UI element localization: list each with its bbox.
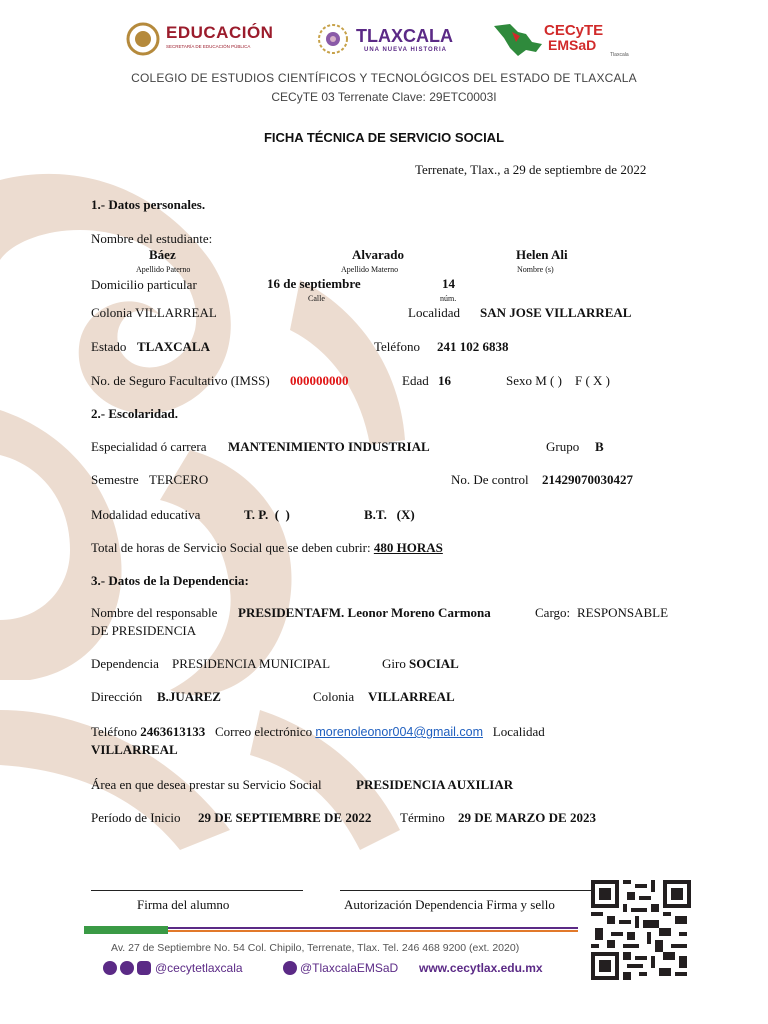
termino-value: 29 DE MARZO DE 2023: [458, 810, 596, 825]
apellido-materno-caption: Apellido Materno: [341, 265, 399, 274]
apellido-materno-value: Alvarado: [352, 247, 404, 262]
especialidad-value: MANTENIMIENTO INDUSTRIAL: [228, 439, 430, 454]
footer-address: Av. 27 de Septiembre No. 54 Col. Chipilo, Terrenate, Tlax. Tel. 246 468 9200 (ext. 2020): [111, 942, 520, 954]
social-handle-emsad[interactable]: @TlaxcalaEMSaD: [300, 961, 399, 975]
dep-colonia-value: VILLARREAL: [368, 689, 455, 704]
instagram-icon[interactable]: [137, 961, 151, 975]
logo-educacion: [126, 22, 296, 56]
dep-colonia-label: Colonia: [313, 689, 355, 704]
watermark-emblem: [0, 150, 410, 870]
responsable-value: PRESIDENTAFM. Leonor Moreno Carmona: [238, 605, 491, 620]
direccion-label: Dirección: [91, 689, 143, 704]
campus-line: CECyTE 03 Terrenate Clave: 29ETC0003I: [271, 90, 497, 104]
footer-social-row: [103, 960, 573, 978]
num-caption: núm.: [440, 294, 457, 303]
section-heading-school: 2.- Escolaridad.: [91, 406, 179, 421]
dep-telefono-line: [91, 724, 651, 740]
signature-line-alumno: [91, 890, 303, 891]
website-link[interactable]: www.cecytlax.edu.mx: [419, 961, 543, 975]
section-heading-personal: 1.- Datos personales.: [91, 197, 206, 212]
termino-label: Término: [400, 810, 445, 825]
qr-code-icon: [591, 880, 691, 980]
educacion-logo-subtext: SECRETARÍA DE EDUCACIÓN PÚBLICA: [166, 44, 251, 49]
signature-label-dependencia: Autorización Dependencia Firma y sello: [344, 897, 555, 912]
control-label: No. De control: [451, 472, 529, 487]
signature-line-dependencia: [340, 890, 600, 891]
num-value: 14: [442, 276, 455, 291]
nombre-caption: Nombre (s): [517, 265, 554, 274]
apellido-paterno-caption: Apellido Paterno: [136, 265, 191, 274]
localidad-label: Localidad: [408, 305, 460, 320]
tp-option: T. P. ( ): [244, 507, 290, 522]
edad-label: Edad: [402, 373, 429, 388]
nombre-value: Helen Ali: [516, 247, 568, 262]
place-date: Terrenate, Tlax., a 29 de septiembre de 2022: [415, 162, 647, 177]
student-name-label: Nombre del estudiante:: [91, 231, 213, 246]
email-link[interactable]: morenoleonor004@gmail.com: [315, 725, 483, 739]
giro-label: Giro: [382, 656, 406, 671]
footer-color-bar: [84, 926, 578, 934]
dep-localidad-value: VILLARREAL: [91, 742, 178, 757]
semestre-value: TERCERO: [149, 472, 209, 487]
emsad-logo-text: EMSaD: [548, 37, 597, 53]
grupo-value: B: [595, 439, 604, 454]
responsable-label: Nombre del responsable: [91, 605, 218, 620]
dep-telefono-label: Teléfono: [91, 724, 138, 739]
educacion-seal-icon: [126, 22, 160, 56]
logo-cecyte: [492, 20, 632, 62]
horas-value: 480 HORAS: [373, 540, 443, 555]
inicio-label: Período de Inicio: [91, 810, 181, 825]
domicilio-label: Domicilio particular: [91, 277, 197, 292]
horas-field: [91, 540, 443, 556]
estado-label: Estado: [91, 339, 127, 354]
especialidad-label: Especialidad ó carrera: [91, 439, 207, 454]
dep-telefono-value: 2463613133: [140, 724, 206, 739]
tlaxcala-logo-subtext: UNA NUEVA HISTORIA: [364, 47, 448, 53]
institution-name: COLEGIO DE ESTUDIOS CIENTÍFICOS Y TECNOLÓGICOS DEL ESTADO DE TLAXCALA: [131, 71, 637, 85]
area-label: Área en que desea prestar su Servicio Social: [91, 777, 322, 792]
edad-value: 16: [438, 373, 451, 388]
grupo-label: Grupo: [546, 439, 580, 454]
page-title: FICHA TÉCNICA DE SERVICIO SOCIAL: [263, 130, 505, 145]
signature-label-alumno: Firma del alumno: [137, 897, 230, 912]
direccion-value: B.JUAREZ: [157, 689, 221, 704]
horas-label: Total de horas de Servicio Social que se deben cubrir:: [91, 540, 371, 555]
estado-value: TLAXCALA: [137, 339, 210, 354]
dep-localidad-label: Localidad: [492, 724, 545, 739]
imss-value: 000000000: [290, 373, 349, 388]
correo-label: Correo electrónico: [215, 724, 313, 739]
telefono-value: 241 102 6838: [437, 339, 509, 354]
dependencia-value: PRESIDENCIA MUNICIPAL: [172, 656, 331, 671]
section-heading-dependency: 3.- Datos de la Dependencia:: [91, 573, 249, 588]
apellido-paterno-value: Báez: [149, 247, 176, 262]
tlaxcala-flower-icon: [316, 22, 350, 56]
tlaxcala-logo-text: TLAXCALA: [356, 26, 453, 46]
cargo-value-continued: DE PRESIDENCIA: [91, 623, 197, 638]
area-value: PRESIDENCIA AUXILIAR: [356, 777, 514, 792]
bt-option: B.T. (X): [364, 507, 415, 522]
colonia-value: Colonia VILLARREAL: [91, 305, 217, 320]
cecyte-logo-subtext: Tlaxcala: [610, 52, 629, 58]
inicio-value: 29 DE SEPTIEMBRE DE 2022: [198, 810, 372, 825]
cargo-value: RESPONSABLE: [577, 605, 669, 620]
imss-label: No. de Seguro Facultativo (IMSS): [91, 373, 270, 388]
control-value: 21429070030427: [542, 472, 633, 487]
cecyte-logo-text: CECyTE: [544, 22, 604, 39]
educacion-logo-text: EDUCACIÓN: [166, 23, 274, 42]
twitter-icon-2[interactable]: [283, 961, 297, 975]
calle-value: 16 de septiembre: [267, 276, 361, 291]
sexo-field: Sexo M ( ) F ( X ): [506, 373, 610, 388]
logo-tlaxcala: [316, 22, 476, 60]
social-handle-cecyte[interactable]: @cecytetlaxcala: [155, 961, 243, 975]
giro-value: SOCIAL: [409, 656, 459, 671]
dependencia-label: Dependencia: [91, 656, 159, 671]
mexico-map-icon: [492, 20, 544, 60]
twitter-icon[interactable]: [103, 961, 117, 975]
calle-caption: Calle: [308, 294, 325, 303]
localidad-value: SAN JOSE VILLARREAL: [480, 305, 632, 320]
facebook-icon[interactable]: [120, 961, 134, 975]
cargo-label: Cargo:: [535, 605, 571, 620]
modalidad-label: Modalidad educativa: [91, 507, 201, 522]
semestre-label: Semestre: [91, 472, 139, 487]
telefono-label: Teléfono: [374, 339, 421, 354]
